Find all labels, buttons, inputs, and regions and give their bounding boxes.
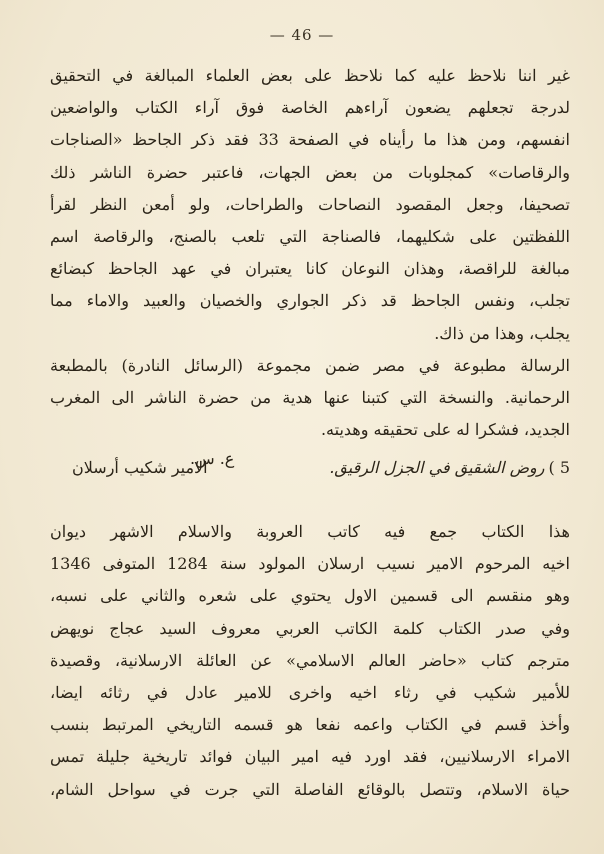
text-line: مترجم كتاب «حاضر العالم الاسلامي» عن العائلة الارسلانية، وقصيدة <box>50 650 570 670</box>
text-line: حياة الاسلام، وتتصل بالوقائع الفاصلة التي جرت في سواحل الشام، <box>50 779 570 799</box>
text-line: مبالغة للراقصة، وهذان النوعان كانا يعتبران في عهد الجاحظ كبضائع <box>50 259 570 279</box>
entry-number: 5 ) <box>548 458 570 477</box>
text-line: انفسهم، ومن هذا ما رأيناه في الصفحة 33 فقد ذكر الجاحظ «الصناجات <box>50 130 570 150</box>
text-line: والرقاصات» كمجلوبات من بعض الجهات، فاعتبر حضرة الناشر ذلك <box>50 162 570 182</box>
entry-title: روض الشقيق في الجزل الرقيق. <box>329 458 545 477</box>
text-line: الرسالة مطبوعة في مصر ضمن مجموعة (الرسائل النادرة) بالمطبعة <box>50 356 570 375</box>
entry-author: الامير شكيب أرسلان <box>72 458 208 477</box>
text-line: للأمير شكيب في رثاء اخيه واخرى للامير عادل في رثائه ايضا، <box>50 682 570 702</box>
text-line: تجلب، ونفس الجاحظ قد ذكر الجواري والخصيان والعبيد والاماء مما <box>50 291 570 311</box>
entry-heading-row <box>50 452 570 484</box>
text-line: غير اننا نلاحظ عليه كما نلاحظ على بعض العلماء المبالغة في التحقيق <box>50 66 570 85</box>
paragraph-3 <box>50 516 570 806</box>
entry-head <box>329 452 570 484</box>
paragraph-2 <box>50 350 570 447</box>
text-line: وأخذ قسم في الكتاب واعمه نفعا هو قسمه التاريخي المرتبط بنسب <box>50 715 570 735</box>
text-line: الرحمانية. والنسخة التي كتبنا عنها هدية من حضرة الناشر الى المغرب <box>50 388 570 408</box>
entry-heading <box>50 452 570 484</box>
text-line: هذا الكتاب جمع فيه كاتب العروبة والاسلام الاشهر ديوان <box>50 522 570 541</box>
text-line: الامراء الارسلانيين، فقد اورد فيه امير البيان فوائد تاريخية جليلة تمس <box>50 747 570 767</box>
paragraph-1 <box>50 60 570 350</box>
text-line: لدرجة تجعلهم يضعون آراءهم الخاصة فوق آراء الكتاب والواضعين <box>50 98 570 118</box>
text-line: اللفظتين على شكليهما، فالصناجة التي تلعب بالصنج، والرقاصة اسم <box>50 226 570 246</box>
text-line: وهو منقسم الى قسمين الاول يحتوي على شعره والثاني على نسبه، <box>50 586 570 606</box>
text-line: الجديد، فشكرا له على تحقيقه وهديته. <box>320 420 570 440</box>
text-line: وفي صدر الكتاب كلمة الكاتب العربي معروف السيد عجاج نويهض <box>50 618 570 638</box>
signature-initials: ع. س. <box>190 449 235 468</box>
text-line: تصحيفا، وجعل المقصود النصاحات والطراحات، ولو أمعن النظر لقرأ <box>50 194 570 214</box>
page-number: — 46 — <box>269 26 335 44</box>
text-line: يجلب، وهذا من ذاك. <box>434 323 570 343</box>
text-line: اخيه المرحوم الامير نسيب ارسلان المولود سنة 1284 المتوفى 1346 <box>50 554 570 574</box>
